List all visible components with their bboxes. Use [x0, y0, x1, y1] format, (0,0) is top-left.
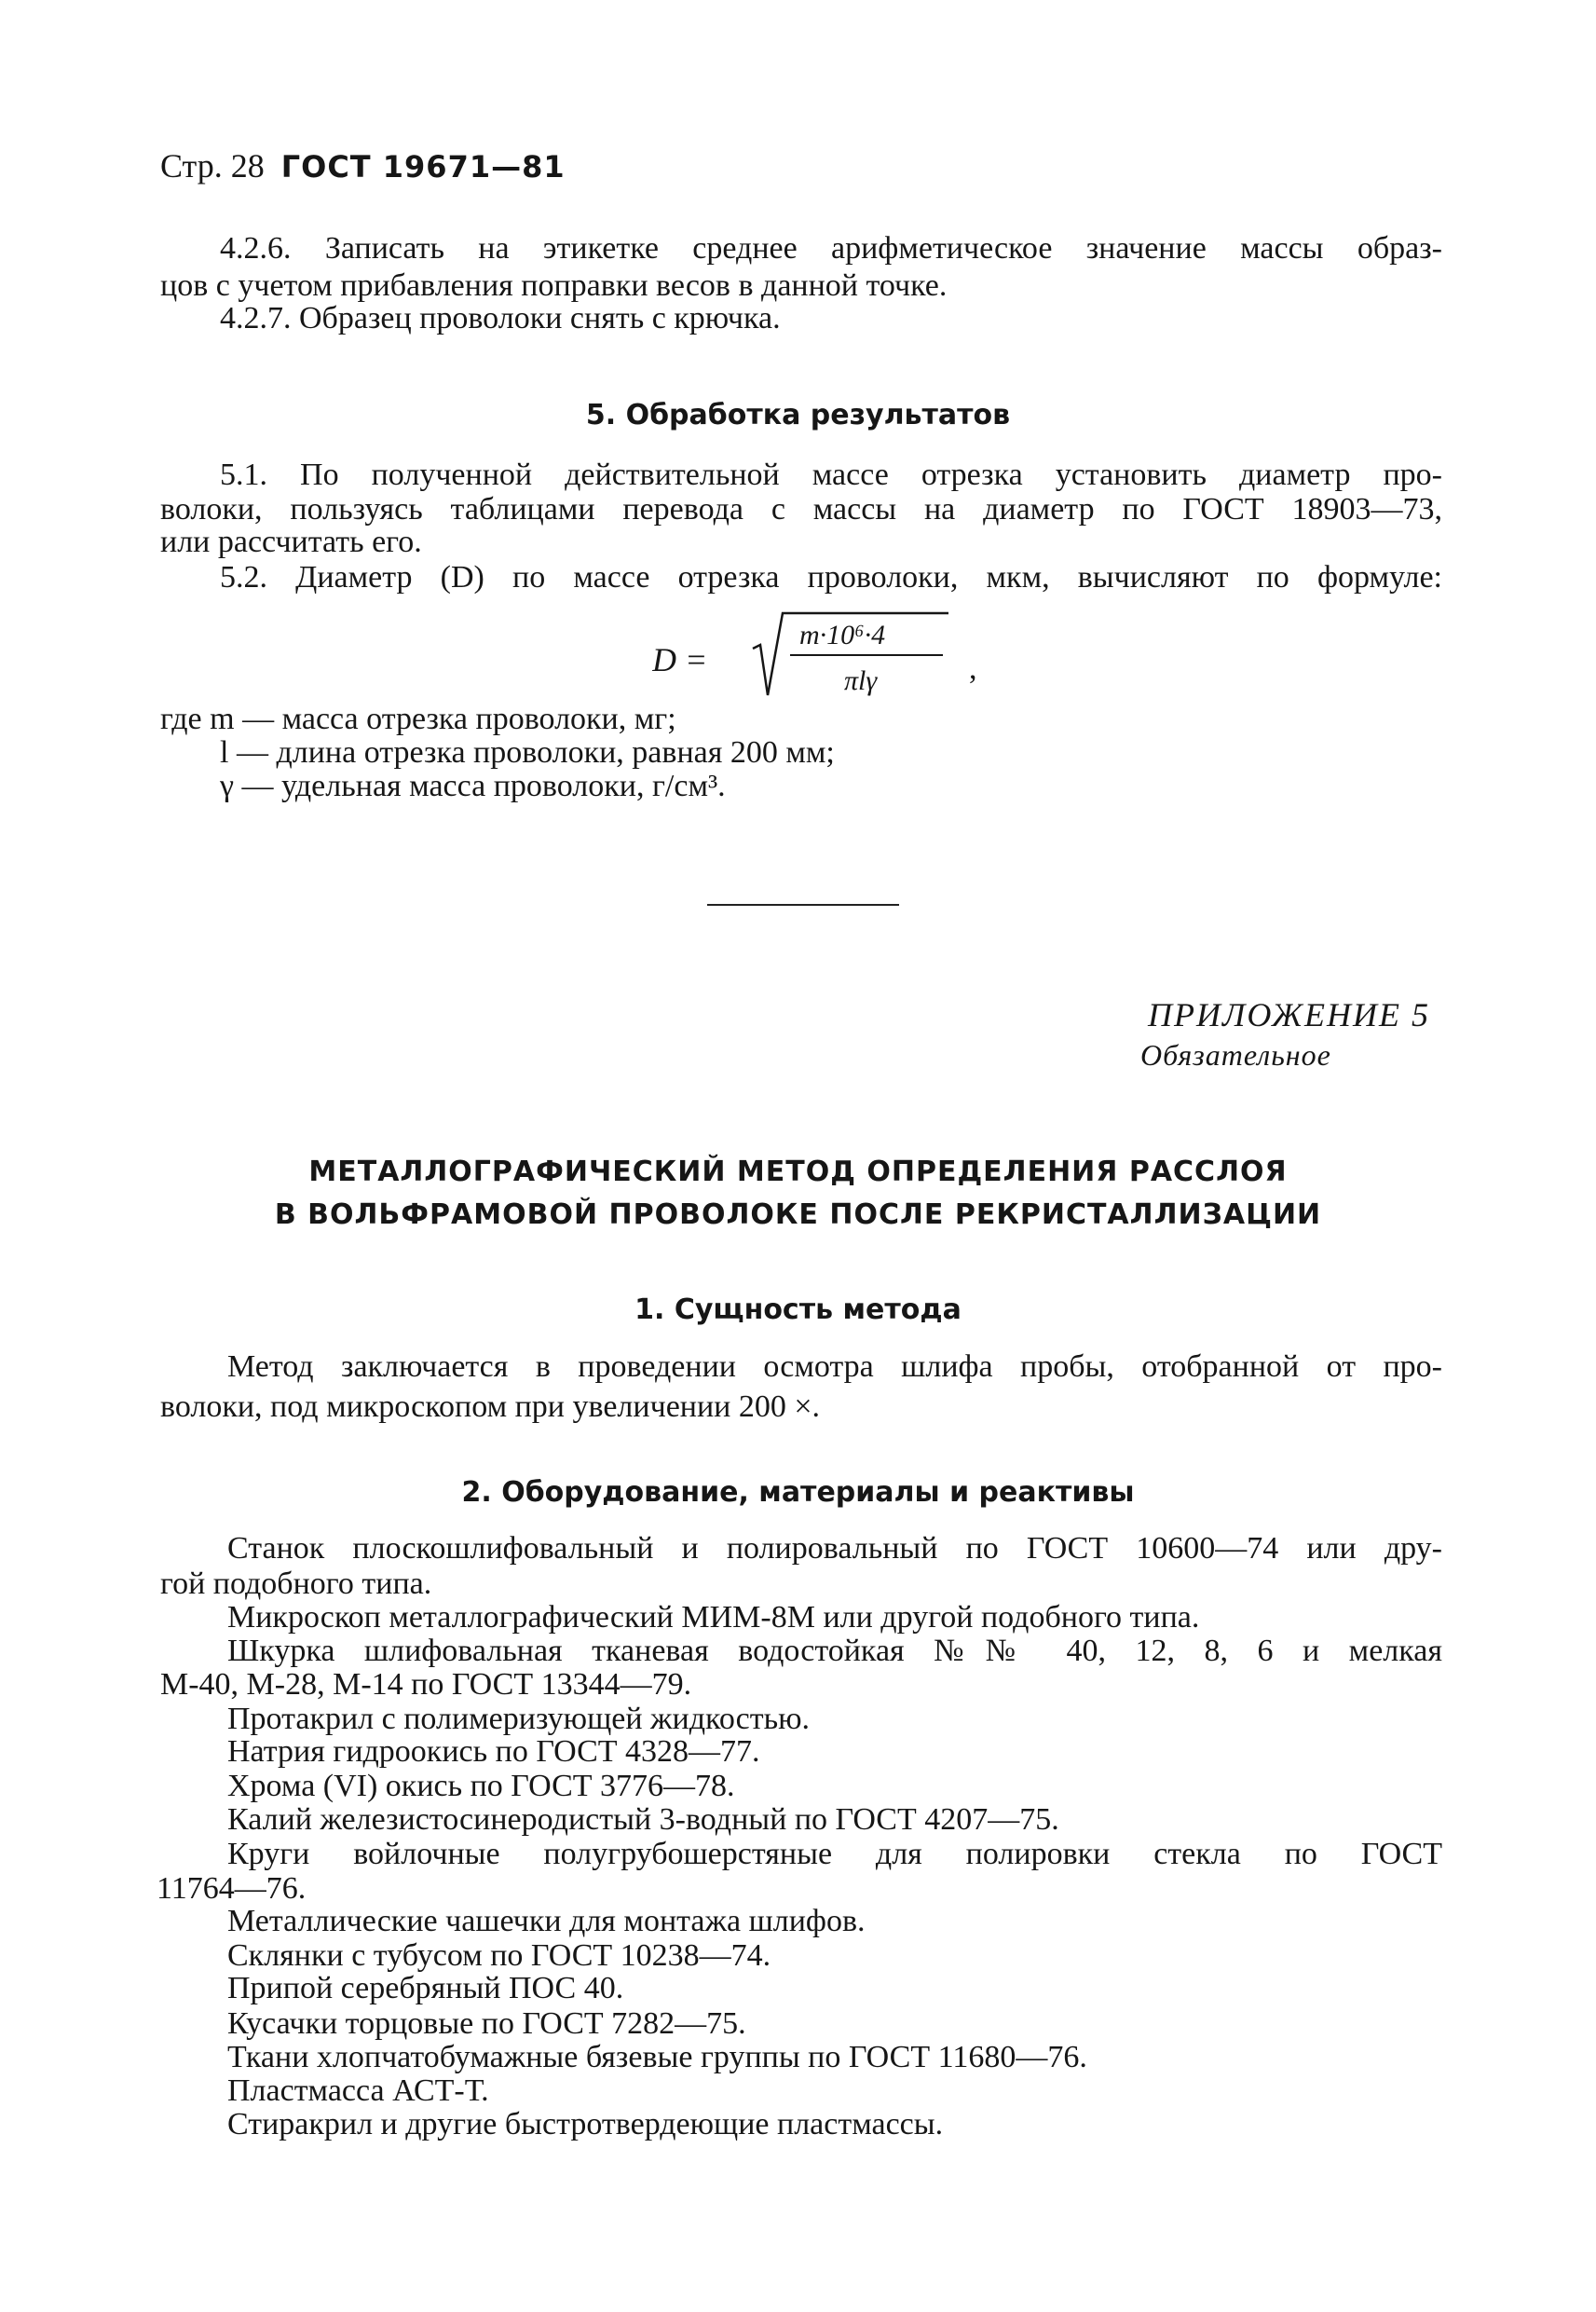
page-number: Стр. 28 [160, 147, 265, 185]
section-divider [707, 904, 899, 906]
appendix-label: ПРИЛОЖЕНИЕ 5 [1148, 996, 1430, 1033]
appendix-status: Обязательное [1140, 1038, 1331, 1072]
formula-numerator: m·10⁶·4 [799, 620, 886, 650]
equipment-line: Металлические чашечки для монтажа шлифов. [227, 1904, 866, 1938]
formula-trailing-comma: , [969, 651, 977, 686]
paragraph-5-1-line2: волоки, пользуясь таблицами перевода с массы на диаметр по ГОСТ 18903—73, [160, 492, 1442, 527]
equipment-line: Калий железистосинеродистый 3-водный по ГОСТ 4207—75. [227, 1802, 1059, 1837]
appendix-s1-line1: Метод заключается в проведении осмотра шлифа пробы, отобранной от про- [227, 1349, 1442, 1384]
equipment-line: М-40, М-28, М-14 по ГОСТ 13344—79. [160, 1667, 692, 1702]
legend-m: где m — масса отрезка проволоки, мг; [160, 702, 676, 736]
formula-denominator: πlγ [844, 665, 878, 696]
paragraph-5-1-line3: или рассчитать его. [160, 525, 422, 559]
equipment-line: Припой серебряный ПОС 40. [227, 1971, 624, 2005]
formula-lhs: D = [652, 641, 708, 678]
equipment-line: Станок плоскошлифовальный и полировальный по ГОСТ 10600—74 или дру- [227, 1531, 1442, 1566]
standard-number: ГОСТ 19671—81 [280, 149, 566, 185]
equipment-line: Круги войлочные полугрубошерстяные для полировки стекла по ГОСТ [227, 1837, 1442, 1871]
equipment-line: Протакрил с полимеризующей жидкостью. [227, 1702, 811, 1736]
appendix-section-2-heading: 2. Оборудование, материалы и реактивы [461, 1476, 1135, 1509]
equipment-line: Хрома (VI) окись по ГОСТ 3776—78. [227, 1769, 735, 1803]
appendix-title-line1: МЕТАЛЛОГРАФИЧЕСКИЙ МЕТОД ОПРЕДЕЛЕНИЯ РАССЛОЯ [308, 1156, 1288, 1188]
paragraph-4-2-6-line2: цов с учетом прибавления поправки весов в данной точке. [160, 268, 948, 303]
legend-l: l — длина отрезка проволоки, равная 200 мм; [220, 735, 835, 770]
appendix-title-line2: В ВОЛЬФРАМОВОЙ ПРОВОЛОКЕ ПОСЛЕ РЕКРИСТАЛЛИЗАЦИИ [274, 1198, 1322, 1231]
paragraph-5-2: 5.2. Диаметр (D) по массе отрезка проволоки, мкм, вычисляют по формуле: [220, 560, 1442, 595]
equipment-line: Пластмасса АСТ-Т. [227, 2073, 489, 2108]
legend-gamma: γ — удельная масса проволоки, г/см³. [220, 769, 726, 803]
equipment-line: Микроскоп металлографический МИМ-8М или другой подобного типа. [227, 1600, 1200, 1635]
paragraph-4-2-6-line1: 4.2.6. Записать на этикетке среднее арифметическое значение массы образ- [220, 231, 1442, 266]
appendix-section-1-heading: 1. Сущность метода [634, 1293, 962, 1326]
paragraph-4-2-7: 4.2.7. Образец проволоки снять с крючка. [220, 301, 781, 335]
page-header [160, 146, 566, 185]
equipment-line: Шкурка шлифовальная тканевая водостойкая №№ 40, 12, 8, 6 и мелкая [227, 1634, 1442, 1668]
equipment-line: Склянки с тубусом по ГОСТ 10238—74. [227, 1938, 771, 1973]
paragraph-5-1-line1: 5.1. По полученной действительной массе отрезка установить диаметр про- [220, 458, 1442, 492]
equipment-line: 11764—76. [157, 1871, 307, 1906]
appendix-s1-line2: волоки, под микроскопом при увеличении 200 ×. [160, 1389, 821, 1424]
equipment-line: Кусачки торцовые по ГОСТ 7282—75. [227, 2006, 746, 2041]
equipment-line: Ткани хлопчатобумажные бязевые группы по ГОСТ 11680—76. [227, 2040, 1087, 2074]
diameter-formula [652, 604, 1025, 706]
equipment-line: Натрия гидроокись по ГОСТ 4328—77. [227, 1734, 760, 1769]
equipment-line: Стиракрил и другие быстротвердеющие пластмассы. [227, 2107, 944, 2141]
equipment-line: гой подобного типа. [160, 1566, 432, 1601]
section-5-heading: 5. Обработка результатов [585, 399, 1011, 431]
